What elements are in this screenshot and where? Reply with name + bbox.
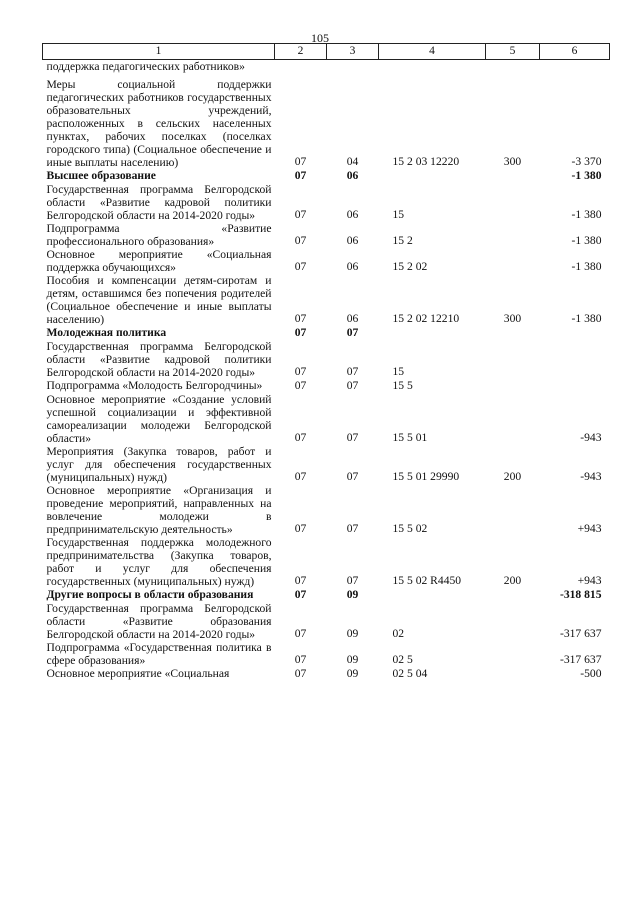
table-row	[43, 183, 610, 222]
row-expense-type	[486, 484, 540, 536]
row-subsection-code: 09	[346, 588, 359, 601]
row-section-code: 07	[294, 326, 307, 339]
row-section-code	[275, 60, 327, 74]
row-expense-type	[486, 183, 540, 222]
table-body	[43, 60, 610, 682]
row-target-article: 02	[392, 627, 405, 640]
row-target-article: 15 2 02	[392, 260, 428, 273]
table-row	[43, 222, 610, 248]
row-target-article: 15 5 01	[392, 431, 428, 444]
row-section-code: 07	[294, 365, 307, 378]
row-description: поддержка педагогических работников»	[46, 60, 245, 73]
row-amount: -317 637	[559, 653, 602, 666]
row-target-article	[379, 60, 486, 74]
row-expense-type	[486, 393, 540, 445]
row-target-article: 15 2 02 12210	[392, 312, 460, 325]
row-amount: -1 380	[571, 312, 602, 325]
row-target-article	[379, 588, 486, 602]
row-section-code: 07	[294, 522, 307, 535]
row-subsection-code: 06	[346, 169, 359, 182]
row-amount: -500	[580, 667, 602, 680]
row-amount	[540, 379, 610, 393]
table-row	[43, 274, 610, 326]
row-description: Основное мероприятие «Создание условий успешной социализации и эффективной самореализации молодежи Белгородской области»	[46, 393, 272, 445]
row-description: Основное мероприятие «Организация и проведение мероприятий, направленных на вовлечение молодежи в предпринимательскую деятельность»	[46, 484, 272, 536]
table-row	[43, 326, 610, 340]
table-row	[43, 588, 610, 602]
table-row	[43, 445, 610, 484]
row-amount	[540, 60, 610, 74]
row-section-code: 07	[294, 234, 307, 247]
row-section-code: 07	[294, 169, 307, 182]
row-expense-type: 300	[503, 312, 522, 325]
table-row	[43, 484, 610, 536]
row-subsection-code: 07	[346, 522, 359, 535]
row-expense-type	[486, 602, 540, 641]
row-section-code: 07	[294, 379, 307, 392]
row-amount: +943	[577, 574, 602, 587]
header-col-2: 2	[275, 44, 327, 60]
table-row	[43, 248, 610, 274]
row-expense-type	[486, 169, 540, 183]
row-subsection-code: 09	[346, 653, 359, 666]
row-section-code: 07	[294, 155, 307, 168]
row-target-article: 15	[392, 365, 405, 378]
row-amount: -1 380	[571, 208, 602, 221]
row-section-code: 07	[294, 260, 307, 273]
row-amount	[540, 340, 610, 379]
row-description: Основное мероприятие «Социальная	[46, 667, 230, 680]
table-header-row	[43, 44, 610, 60]
table-row	[43, 641, 610, 667]
header-col-4: 4	[379, 44, 486, 60]
row-description: Подпрограмма «Молодость Белгородчины»	[46, 379, 263, 392]
row-description: Пособия и компенсации детям-сиротам и детям, оставшимся без попечения родителей (Социальное обеспечение и иные выплаты населению)	[46, 274, 272, 326]
row-subsection-code: 06	[346, 208, 359, 221]
row-section-code: 07	[294, 470, 307, 483]
row-description: Государственная программа Белгородской области «Развитие кадровой политики Белгородской области на 2014-2020 годы»	[46, 183, 272, 222]
row-expense-type	[486, 248, 540, 274]
row-expense-type	[486, 379, 540, 393]
row-amount: -318 815	[559, 588, 602, 601]
row-expense-type	[486, 60, 540, 74]
row-subsection-code: 07	[346, 470, 359, 483]
row-amount	[540, 326, 610, 340]
row-description: Основное мероприятие «Социальная поддержка обучающихся»	[46, 248, 272, 274]
row-subsection-code: 06	[346, 234, 359, 247]
row-target-article: 15 2	[392, 234, 413, 247]
row-section-code: 07	[294, 627, 307, 640]
budget-table	[42, 43, 610, 681]
budget-document	[42, 43, 609, 681]
row-section-code: 07	[294, 667, 307, 680]
row-expense-type	[486, 222, 540, 248]
table-row	[43, 379, 610, 393]
row-target-article: 02 5 04	[392, 667, 428, 680]
row-target-article	[379, 326, 486, 340]
row-section-code: 07	[294, 574, 307, 587]
table-row	[43, 340, 610, 379]
row-expense-type	[486, 326, 540, 340]
row-subsection-code: 09	[346, 627, 359, 640]
row-target-article: 15 5	[392, 379, 413, 392]
table-row	[43, 602, 610, 641]
row-expense-type	[486, 667, 540, 681]
row-subsection-code: 07	[346, 379, 359, 392]
table-row	[43, 73, 610, 169]
row-target-article: 15 5 02	[392, 522, 428, 535]
row-target-article: 15 5 02 R4450	[392, 574, 462, 587]
row-target-article: 15	[392, 208, 405, 221]
row-subsection-code	[327, 60, 379, 74]
table-row	[43, 60, 610, 74]
row-amount: -1 380	[571, 260, 602, 273]
row-amount: -1 380	[571, 234, 602, 247]
header-col-3: 3	[327, 44, 379, 60]
row-expense-type	[486, 641, 540, 667]
row-subsection-code: 07	[346, 574, 359, 587]
row-target-article	[379, 169, 486, 183]
row-subsection-code: 04	[346, 155, 359, 168]
row-subsection-code: 07	[346, 365, 359, 378]
row-description: Мероприятия (Закупка товаров, работ и услуг для обеспечения государственных (муниципальных) нужд)	[46, 445, 272, 484]
row-subsection-code: 07	[346, 431, 359, 444]
table-row	[43, 393, 610, 445]
row-expense-type	[486, 340, 540, 379]
page-number: 105	[311, 31, 329, 45]
row-amount: +943	[577, 522, 602, 535]
row-amount: -317 637	[559, 627, 602, 640]
row-section-code: 07	[294, 588, 307, 601]
row-amount: -943	[580, 431, 602, 444]
row-subsection-code: 06	[346, 312, 359, 325]
row-description: Другие вопросы в области образования	[46, 588, 254, 601]
header-col-5: 5	[486, 44, 540, 60]
row-subsection-code: 09	[346, 667, 359, 680]
row-section-code: 07	[294, 312, 307, 325]
row-description: Государственная программа Белгородской области «Развитие кадровой политики Белгородской области на 2014-2020 годы»	[46, 340, 272, 379]
table-row	[43, 667, 610, 681]
row-amount: -3 370	[571, 155, 602, 168]
row-subsection-code: 06	[346, 260, 359, 273]
row-target-article: 02 5	[392, 653, 413, 666]
row-section-code: 07	[294, 208, 307, 221]
row-section-code: 07	[294, 431, 307, 444]
row-amount: -943	[580, 470, 602, 483]
table-row	[43, 169, 610, 183]
row-amount: -1 380	[571, 169, 602, 182]
header-col-6: 6	[540, 44, 610, 60]
row-expense-type: 300	[503, 155, 522, 168]
row-target-article: 15 2 03 12220	[392, 155, 460, 168]
table-row	[43, 536, 610, 588]
row-description: Высшее образование	[46, 169, 156, 182]
row-description: Государственная поддержка молодежного предпринимательства (Закупка товаров, работ и услуг для обеспечения государственных (муниципальных) нужд)	[46, 536, 272, 588]
row-description: Подпрограмма «Государственная политика в сфере образования»	[46, 641, 272, 667]
row-expense-type	[486, 588, 540, 602]
row-description: Подпрограмма «Развитие профессионального образования»	[46, 222, 272, 248]
row-section-code: 07	[294, 653, 307, 666]
row-description: Молодежная политика	[46, 326, 167, 339]
row-expense-type: 200	[503, 470, 522, 483]
row-subsection-code: 07	[346, 326, 359, 339]
row-description: Меры социальной поддержки педагогических работников государственных образовательных учреждений, расположенных в сельских населенных пунктах, рабочих поселках (поселках городского типа) (Социальное обеспечение и иные выплаты населению)	[46, 78, 272, 169]
row-target-article: 15 5 01 29990	[392, 470, 460, 483]
header-col-1: 1	[43, 44, 275, 60]
row-description: Государственная программа Белгородской области «Развитие образования Белгородской области на 2014-2020 годы»	[46, 602, 272, 641]
row-expense-type: 200	[503, 574, 522, 587]
